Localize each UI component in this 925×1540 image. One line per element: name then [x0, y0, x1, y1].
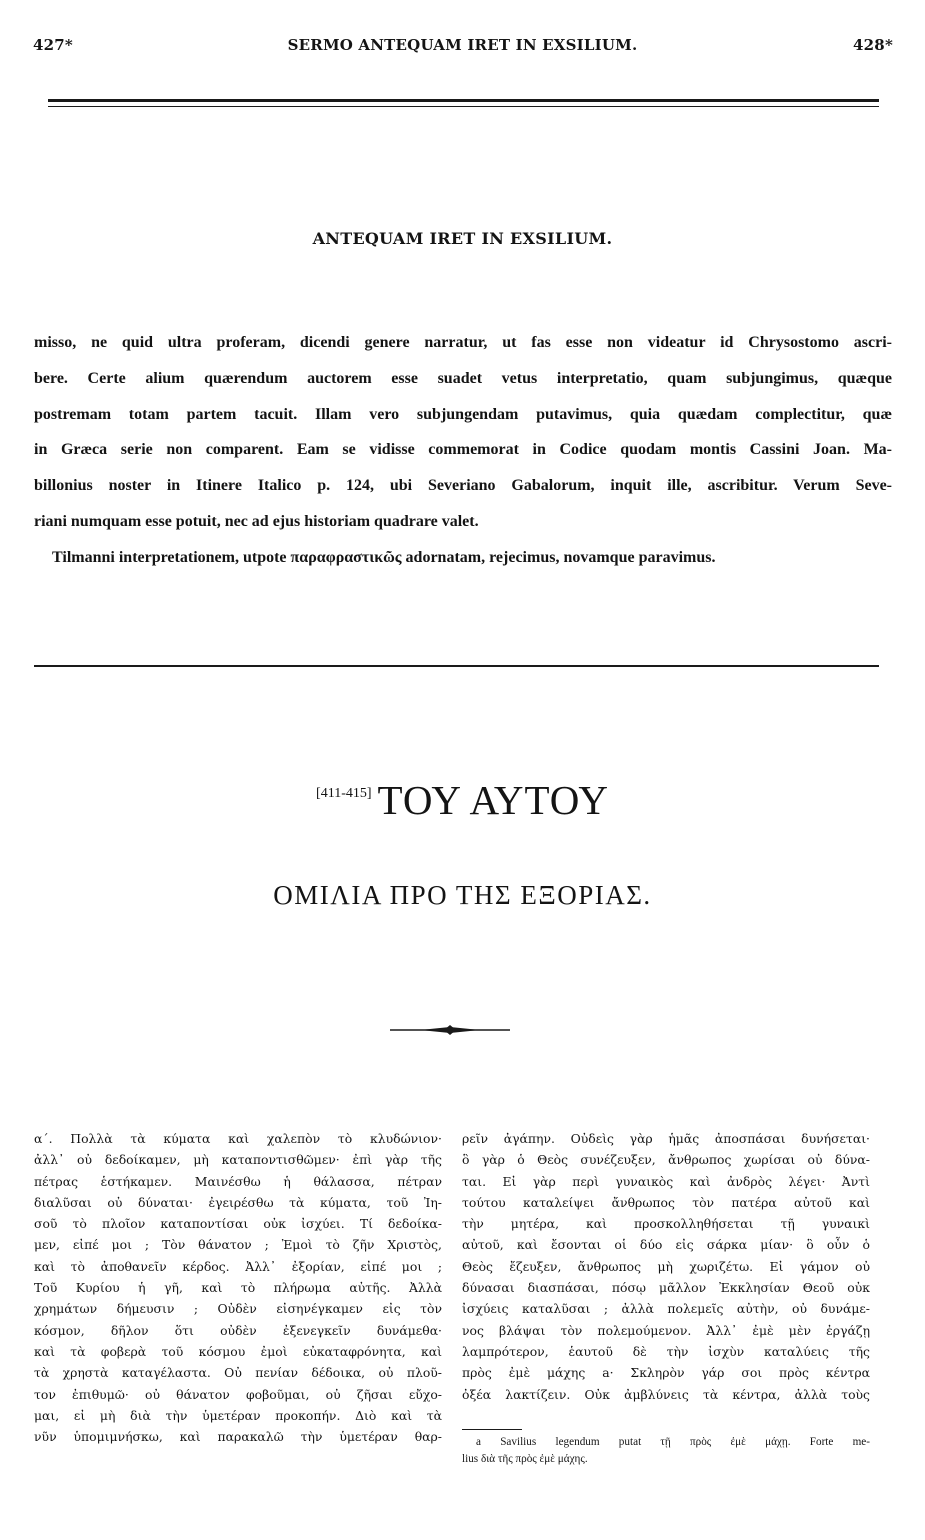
latin-line: Tilmanni interpretationem, utpote παραφραστικῶς adornatam, rejecimus, novamque paravimus.: [52, 548, 716, 566]
latin-line: in Græca serie non comparent. Eam se vidisse commemorat in Codice quodam montis Cassini Joan. Ma-: [34, 441, 892, 459]
greek-line: σοῦ τὸ πλοῖον καταποντίσαι οὐκ ἰσχύει. Τί δεδοίκα-: [34, 1216, 442, 1232]
greek-column-right: [462, 1128, 870, 1405]
footnote: [462, 1434, 870, 1468]
greek-line: τούτου καταλείψει ἄνθρωπος τὸν πατέρα αὐτοῦ καὶ: [462, 1194, 870, 1210]
greek-line: ὃ γὰρ ὁ Θεὸς συνέζευξεν, ἄνθρωπος χωρίσαι οὐ δύνα-: [462, 1152, 870, 1168]
greek-line: ται. Εἰ γὰρ περὶ γυναικὸς καὶ ἀνδρὸς λέγει· Ἀντὶ: [462, 1173, 870, 1189]
greek-line: δύνασαι διασπάσαι, πόσῳ μᾶλλον Ἐκκλησίαν Θεοῦ οὐκ: [462, 1280, 870, 1296]
greek-line: διαλῦσαι οὐ δύναται· ἐγειρέσθω τὰ κύματα, τοῦ Ἰη-: [34, 1194, 442, 1210]
greek-line: τὰ χρηστὰ καταγέλαστα. Οὐ πενίαν δέδοικα, οὐ πλοῦ-: [34, 1365, 442, 1381]
latin-line: riani numquam esse potuit, nec ad ejus historiam quadrare valet.: [34, 512, 479, 530]
greek-line: Θεὸς ἔζευξεν, ἄνθρωπος μὴ χωριζέτω. Εἰ γάμον οὐ: [462, 1258, 870, 1274]
running-header: SERMO ANTEQUAM IRET IN EXSILIUM.: [287, 36, 638, 54]
greek-line: ρεῖν ἀγάπην. Οὐδεὶς γὰρ ἡμᾶς ἀποσπάσαι δυνήσεται·: [462, 1131, 870, 1146]
greek-line: ὀξέα λακτίζειν. Οὐκ ἀμβλύνεις τὰ κέντρα, ἀλλὰ τοὺς: [462, 1386, 870, 1402]
page-number-left: 427*: [33, 36, 73, 54]
greek-line: νῦν ὑπομιμνήσκω, καὶ παρακαλῶ τὴν ὑμετέραν θαρ-: [34, 1429, 442, 1445]
greek-line: νος βλάψαι τὸν πολεμούμενον. Ἀλλ᾽ ἐμὲ μὲν ἐργάζῃ: [462, 1322, 870, 1338]
ornament-divider-icon: [390, 1022, 510, 1038]
greek-line: αὐτοῦ, καὶ ἔσονται οἱ δύο εἰς σάρκα μίαν· ὃ οὖν ὁ: [462, 1237, 870, 1253]
greek-column-left: [34, 1128, 442, 1447]
section-divider: [34, 665, 879, 667]
header-rule-thick: [48, 99, 879, 102]
footnote-line: lius διὰ τῆς πρὸς ἐμὲ μάχης.: [462, 1453, 588, 1465]
greek-line: τον ἐπιθυμῶ· οὐ θάνατον φοβοῦμαι, οὐ ζῆσαι εὔχο-: [34, 1386, 442, 1402]
greek-line: χρημάτων δήμευσιν ; Οὐδὲν εἰσηνέγκαμεν εἰς τὸν: [34, 1301, 442, 1317]
greek-line: μεν, εἰπέ μοι ; Τὸν θάνατον ; Ἐμοὶ τὸ ζῆν Χριστὸς,: [34, 1237, 442, 1253]
greek-line: ἀλλ᾽ οὐ δεδοίκαμεν, μὴ καταποντισθῶμεν· ἐπὶ γὰρ τῆς: [34, 1152, 442, 1168]
greek-line: καὶ τὸ ἀποθανεῖν κέρδος. Ἀλλ᾽ ἐξορίαν, εἰπέ μοι ;: [34, 1258, 442, 1274]
greek-line: πρὸς ἐμὲ μάχης a· Σκληρὸν γάρ σοι πρὸς κέντρα: [462, 1365, 870, 1381]
page-reference: [411-415]: [316, 786, 372, 801]
footnote-rule: [462, 1429, 522, 1430]
latin-line: bere. Certe alium quærendum auctorem esse suadet vetus interpretatio, quam subjungimus, quæque: [34, 369, 892, 387]
greek-line: καὶ τὰ φοβερὰ τοῦ κόσμου ἐμοὶ εὐκαταφρόνητα, καὶ: [34, 1343, 442, 1359]
latin-line: postremam totam partem tacuit. Illam vero subjungendam putavimus, quia quædam complectitur, quæ: [34, 405, 892, 423]
section-title: ANTEQUAM IRET IN EXSILIUM.: [312, 229, 613, 248]
greek-line: ἰσχύεις καταλῦσαι ; ἀλλὰ πολεμεῖς αὐτὴν, οὐ δυνάμε-: [462, 1301, 870, 1317]
header-rule-thin: [48, 106, 879, 107]
greek-subtitle: ΟΜΙΛΙΑ ΠΡΟ ΤΗΣ ΕΞΟΡΙΑΣ.: [273, 880, 652, 910]
greek-line: μαι, εἰ μὴ διὰ τὴν ὑμετέραν προκοπήν. Διὸ καὶ τὰ: [34, 1407, 442, 1423]
latin-line: misso, ne quid ultra proferam, dicendi genere narratur, ut fas esse non videatur id Chrysostomo ascri-: [34, 334, 892, 351]
greek-line: Τοῦ Κυρίου ἡ γῆ, καὶ τὸ πλήρωμα αὐτῆς. Ἀλλὰ: [34, 1280, 442, 1296]
greek-line: λαμπρότερον, ἑαυτοῦ δὲ τὴν ἰσχὺν καταλύεις τῆς: [462, 1343, 870, 1359]
latin-paragraph: [34, 325, 892, 576]
page-number-right: 428*: [853, 36, 893, 54]
greek-title: [0, 776, 925, 824]
greek-line: κόσμον, δῆλον ὅτι οὐδὲν ἐξενεγκεῖν δυνάμεθα·: [34, 1322, 442, 1338]
greek-line: α΄. Πολλὰ τὰ κύματα καὶ χαλεπὸν τὸ κλυδώνιον·: [34, 1131, 442, 1146]
greek-line: τὴν μητέρα, καὶ προσκολληθήσεται τῇ γυναικὶ: [462, 1216, 870, 1232]
greek-title-text: ΤΟΥ ΑΥΤΟΥ: [377, 777, 609, 823]
greek-line: πέτρας ἑστήκαμεν. Μαινέσθω ἡ θάλασσα, πέτραν: [34, 1173, 442, 1189]
latin-line: billonius noster in Itinere Italico p. 124, ubi Severiano Gabalorum, inquit ille, ascribitur. Verum Seve-: [34, 477, 892, 495]
footnote-line: a Savilius legendum putat τῇ πρὸς ἐμὲ μάχῃ. Forte me-: [476, 1436, 870, 1448]
